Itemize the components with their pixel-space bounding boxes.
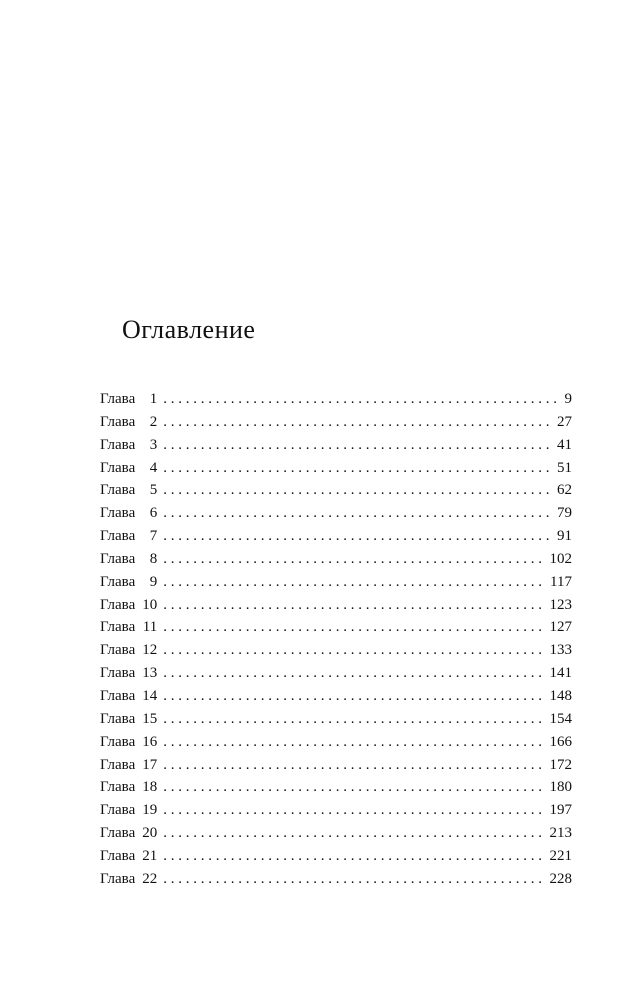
dot-leader <box>163 525 553 548</box>
toc-entry-label: Глава <box>100 550 136 567</box>
dot-leader <box>163 571 546 594</box>
toc-entry-number: 1 <box>149 391 158 407</box>
toc-entry-page: 51 <box>557 459 572 476</box>
toc-entry-number: 15 <box>142 710 158 727</box>
toc-entry[interactable] <box>100 639 572 662</box>
toc-entry-number: 12 <box>142 642 158 659</box>
dot-leader <box>163 708 545 731</box>
toc-entry-page: 180 <box>549 779 572 796</box>
toc-entry-number: 22 <box>142 870 158 887</box>
toc-entry-label: Глава <box>100 665 136 682</box>
dot-leader <box>163 434 553 457</box>
toc-entry-page: 102 <box>549 550 572 567</box>
toc-entry-number: 6 <box>149 505 158 522</box>
toc-entry[interactable] <box>100 731 572 754</box>
toc-entry-page: 154 <box>549 710 572 727</box>
toc-entry[interactable] <box>100 457 572 480</box>
toc-entry[interactable] <box>100 479 572 502</box>
toc-entry-page: 166 <box>549 733 572 750</box>
toc-entry-number: 5 <box>149 482 158 499</box>
toc-entry-label: Глава <box>100 619 136 636</box>
toc-entry[interactable] <box>100 616 572 639</box>
toc-entry-label: Глава <box>100 391 136 407</box>
dot-leader <box>163 457 553 480</box>
toc-entry-label: Глава <box>100 596 136 613</box>
dot-leader <box>163 868 545 891</box>
toc-entry-number: 21 <box>142 847 158 864</box>
toc-entry[interactable] <box>100 708 572 731</box>
toc-entry-page: 133 <box>549 642 572 659</box>
dot-leader <box>163 388 560 411</box>
toc-entry[interactable] <box>100 525 572 548</box>
toc-entry-label: Глава <box>100 528 136 545</box>
toc-entry-label: Глава <box>100 825 136 842</box>
toc-entry-page: 141 <box>549 665 572 682</box>
dot-leader <box>163 799 545 822</box>
toc-entry-page: 9 <box>564 391 572 407</box>
dot-leader <box>163 639 545 662</box>
toc-entry-number: 3 <box>149 436 158 453</box>
toc-entry-page: 148 <box>549 687 572 704</box>
dot-leader <box>163 662 545 685</box>
toc-entry-page: 62 <box>557 482 572 499</box>
dot-leader <box>163 502 553 525</box>
dot-leader <box>163 411 553 434</box>
toc-entry-number: 16 <box>142 733 158 750</box>
toc-entry[interactable] <box>100 868 572 891</box>
toc-entry-number: 10 <box>142 596 158 613</box>
toc-entry-page: 127 <box>549 619 572 636</box>
dot-leader <box>163 616 545 639</box>
dot-leader <box>163 822 545 845</box>
toc-entry-number: 8 <box>149 550 158 567</box>
toc-entry-label: Глава <box>100 505 136 522</box>
toc-entry-page: 213 <box>549 825 572 842</box>
toc-entry-number: 7 <box>149 528 158 545</box>
toc-entry-number: 20 <box>142 825 158 842</box>
toc-entry[interactable] <box>100 594 572 617</box>
toc-entry[interactable] <box>100 571 572 594</box>
dot-leader <box>163 776 545 799</box>
toc-entry[interactable] <box>100 822 572 845</box>
toc-entry-label: Глава <box>100 710 136 727</box>
toc-entry-number: 18 <box>142 779 158 796</box>
toc-entry-label: Глава <box>100 802 136 819</box>
toc-entry-label: Глава <box>100 847 136 864</box>
toc-entry-label: Глава <box>100 436 136 453</box>
toc-entry-page: 228 <box>549 870 572 887</box>
toc-entry-label: Глава <box>100 756 136 773</box>
toc-entry-number: 9 <box>149 573 158 590</box>
toc-entry[interactable] <box>100 845 572 868</box>
toc-entry-page: 172 <box>549 756 572 773</box>
toc-entry-page: 91 <box>557 528 572 545</box>
toc-entry-page: 41 <box>557 436 572 453</box>
toc-entry-page: 27 <box>557 413 572 430</box>
toc-entry-label: Глава <box>100 413 136 430</box>
toc-entry-page: 117 <box>550 573 572 590</box>
dot-leader <box>163 685 545 708</box>
toc-entry-label: Глава <box>100 870 136 887</box>
toc-entry[interactable] <box>100 799 572 822</box>
toc-entry[interactable] <box>100 685 572 708</box>
dot-leader <box>163 845 545 868</box>
toc-entry-number: 4 <box>149 459 158 476</box>
toc-entry[interactable] <box>100 662 572 685</box>
dot-leader <box>163 731 545 754</box>
dot-leader <box>163 548 545 571</box>
toc-entry[interactable] <box>100 388 572 411</box>
toc-entry-number: 17 <box>142 756 158 773</box>
toc-entry[interactable] <box>100 754 572 777</box>
toc-entry[interactable] <box>100 411 572 434</box>
dot-leader <box>163 754 545 777</box>
toc-entry-page: 197 <box>549 802 572 819</box>
toc-entry-page: 79 <box>557 505 572 522</box>
toc-entry-label: Глава <box>100 573 136 590</box>
table-of-contents <box>100 388 572 891</box>
toc-entry-page: 123 <box>549 596 572 613</box>
toc-entry-label: Глава <box>100 482 136 499</box>
toc-entry-number: 11 <box>142 619 158 636</box>
toc-entry-page: 221 <box>549 847 572 864</box>
toc-entry[interactable] <box>100 502 572 525</box>
toc-entry-number: 2 <box>149 413 158 430</box>
page-title: Оглавление <box>122 315 256 344</box>
toc-entry[interactable] <box>100 776 572 799</box>
toc-entry-label: Глава <box>100 459 136 476</box>
toc-entry-label: Глава <box>100 733 136 750</box>
toc-entry-label: Глава <box>100 687 136 704</box>
toc-entry-number: 19 <box>142 802 158 819</box>
dot-leader <box>163 479 553 502</box>
toc-entry[interactable] <box>100 548 572 571</box>
dot-leader <box>163 594 545 617</box>
toc-entry[interactable] <box>100 434 572 457</box>
toc-entry-label: Глава <box>100 779 136 796</box>
toc-entry-label: Глава <box>100 642 136 659</box>
toc-entry-number: 13 <box>142 665 158 682</box>
toc-entry-number: 14 <box>142 687 158 704</box>
